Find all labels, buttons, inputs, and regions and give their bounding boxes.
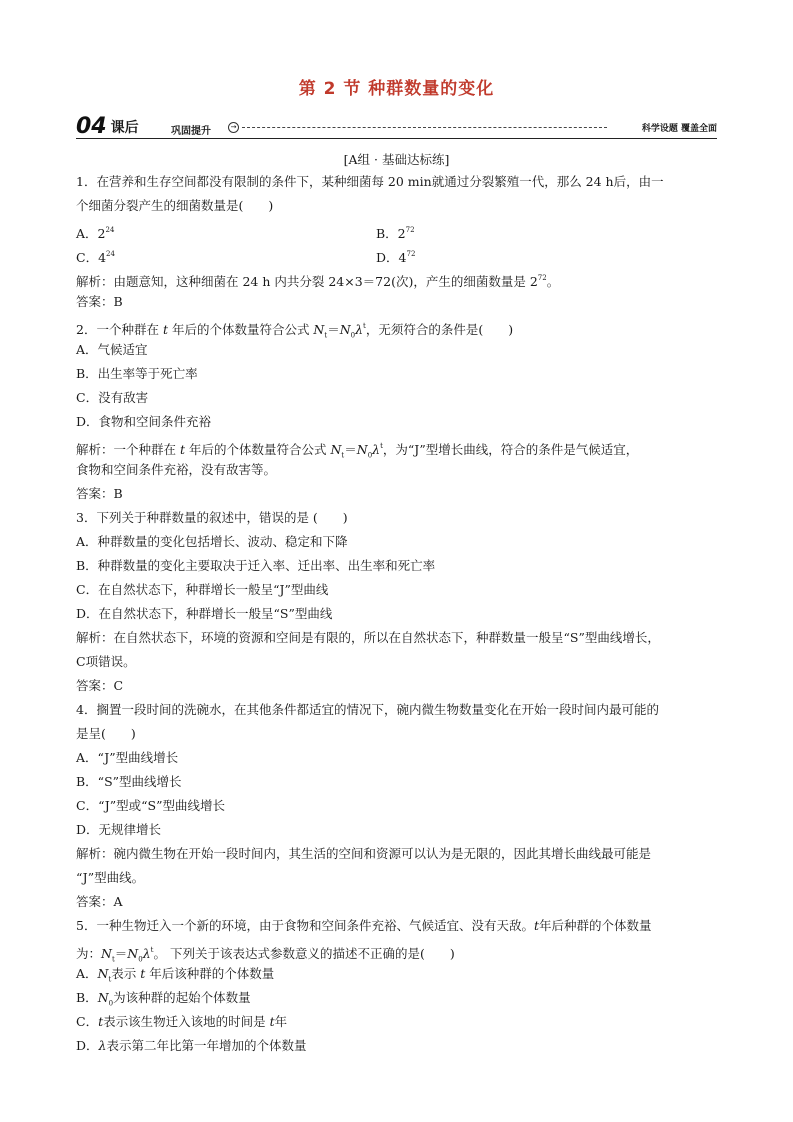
q4-answer: 答案：A bbox=[76, 894, 123, 909]
q1-option-d: D．$4^{72}$ bbox=[376, 250, 416, 265]
banner-rule bbox=[76, 138, 717, 139]
q1-stem-line2: 个细菌分裂产生的细菌数量是( ) bbox=[76, 198, 274, 213]
banner-number: 04 bbox=[76, 114, 107, 139]
section-banner bbox=[76, 116, 717, 138]
section-heading: [A组 · 基础达标练] bbox=[343, 152, 450, 167]
q1-stem-line1: 1．在营养和生存空间都没有限制的条件下，某种细菌每 20 min就通过分裂繁殖一代，那么 24 h后，由一 bbox=[76, 174, 664, 189]
dashed-divider bbox=[242, 127, 607, 128]
q3-option-b: B．种群数量的变化主要取决于迁入率、迁出率、出生率和死亡率 bbox=[76, 558, 436, 573]
q1-option-b: B．$2^{72}$ bbox=[376, 226, 415, 241]
q4-stem-line2: 是呈( ) bbox=[76, 726, 136, 741]
q3-option-c: C．在自然状态下，种群增长一般呈“J”型曲线 bbox=[76, 582, 329, 597]
q5-option-a: A．$N_t$表示 t 年后该种群的个体数量 bbox=[76, 966, 275, 984]
q4-explanation-line2: “J”型曲线。 bbox=[76, 870, 145, 885]
page-title: 第 2 节 种群数量的变化 bbox=[298, 79, 495, 99]
q3-stem: 3．下列关于种群数量的叙述中，错误的是 ( ) bbox=[76, 510, 348, 525]
q3-option-a: A．种群数量的变化包括增长、波动、稳定和下降 bbox=[76, 534, 348, 549]
q5-stem-line2: 为：$N_t=N_0\lambda^t$。 下列关于该表达式参数意义的描述不正确的是( ) bbox=[76, 946, 455, 964]
q2-stem: 2．一个种群在 t 年后的个体数量符合公式 $N_t=N_0\lambda^t$，无须符合的条件是( ) bbox=[76, 322, 514, 340]
banner-badge bbox=[76, 116, 139, 138]
banner-subtitle: 巩固提升 bbox=[171, 126, 211, 137]
q3-explanation-line2: C项错误。 bbox=[76, 654, 136, 669]
q4-stem-line1: 4．搁置一段时间的洗碗水，在其他条件都适宜的情况下，碗内微生物数量变化在开始一段时间内最可能的 bbox=[76, 702, 659, 717]
q1-answer: 答案：B bbox=[76, 294, 123, 309]
q5-option-c: C．t表示该生物迁入该地的时间是 t年 bbox=[76, 1014, 288, 1029]
q3-explanation-line1: 解析：在自然状态下，环境的资源和空间是有限的，所以在自然状态下，种群数量一般呈“S”型曲线增长， bbox=[76, 630, 660, 645]
q1-option-c: C．$4^{24}$ bbox=[76, 250, 115, 265]
arrow-icon: → bbox=[228, 122, 239, 133]
q3-option-d: D．在自然状态下，种群增长一般呈“S”型曲线 bbox=[76, 606, 333, 621]
q4-option-a: A．“J”型曲线增长 bbox=[76, 750, 179, 765]
banner-label: 课后 bbox=[110, 120, 139, 136]
q4-option-d: D．无规律增长 bbox=[76, 822, 162, 837]
q1-option-a: A．$2^{24}$ bbox=[76, 226, 115, 241]
q2-explanation-line2: 食物和空间条件充裕，没有敌害等。 bbox=[76, 462, 277, 477]
q2-option-d: D．食物和空间条件充裕 bbox=[76, 414, 212, 429]
q5-stem-line1: 5．一种生物迁入一个新的环境，由于食物和空间条件充裕、气候适宜、没有天敌。t年后种群的个体数量 bbox=[76, 918, 652, 933]
q4-option-c: C．“J”型或“S”型曲线增长 bbox=[76, 798, 225, 813]
q2-explanation-line1: 解析：一个种群在 t 年后的个体数量符合公式 $N_t=N_0\lambda^t$，为“J”型增长曲线，符合的条件是气候适宜， bbox=[76, 442, 639, 460]
q3-answer: 答案：C bbox=[76, 678, 124, 693]
q5-option-d: D．λ表示第二年比第一年增加的个体数量 bbox=[76, 1038, 307, 1053]
banner-right-text: 科学设题 覆盖全面 bbox=[641, 124, 717, 134]
q2-option-a: A．气候适宜 bbox=[76, 342, 148, 357]
q2-answer: 答案：B bbox=[76, 486, 123, 501]
q4-explanation-line1: 解析：碗内微生物在开始一段时间内，其生活的空间和资源可以认为是无限的，因此其增长曲线最可能是 bbox=[76, 846, 652, 861]
q5-option-b: B．$N_0$为该种群的起始个体数量 bbox=[76, 990, 251, 1008]
q1-explanation: 解析：由题意知，这种细菌在 24 h 内共分裂 24×3＝72(次)，产生的细菌数量是 $2^{72}$。 bbox=[76, 274, 560, 289]
q2-option-c: C．没有敌害 bbox=[76, 390, 149, 405]
q4-option-b: B．“S”型曲线增长 bbox=[76, 774, 182, 789]
q2-option-b: B．出生率等于死亡率 bbox=[76, 366, 198, 381]
